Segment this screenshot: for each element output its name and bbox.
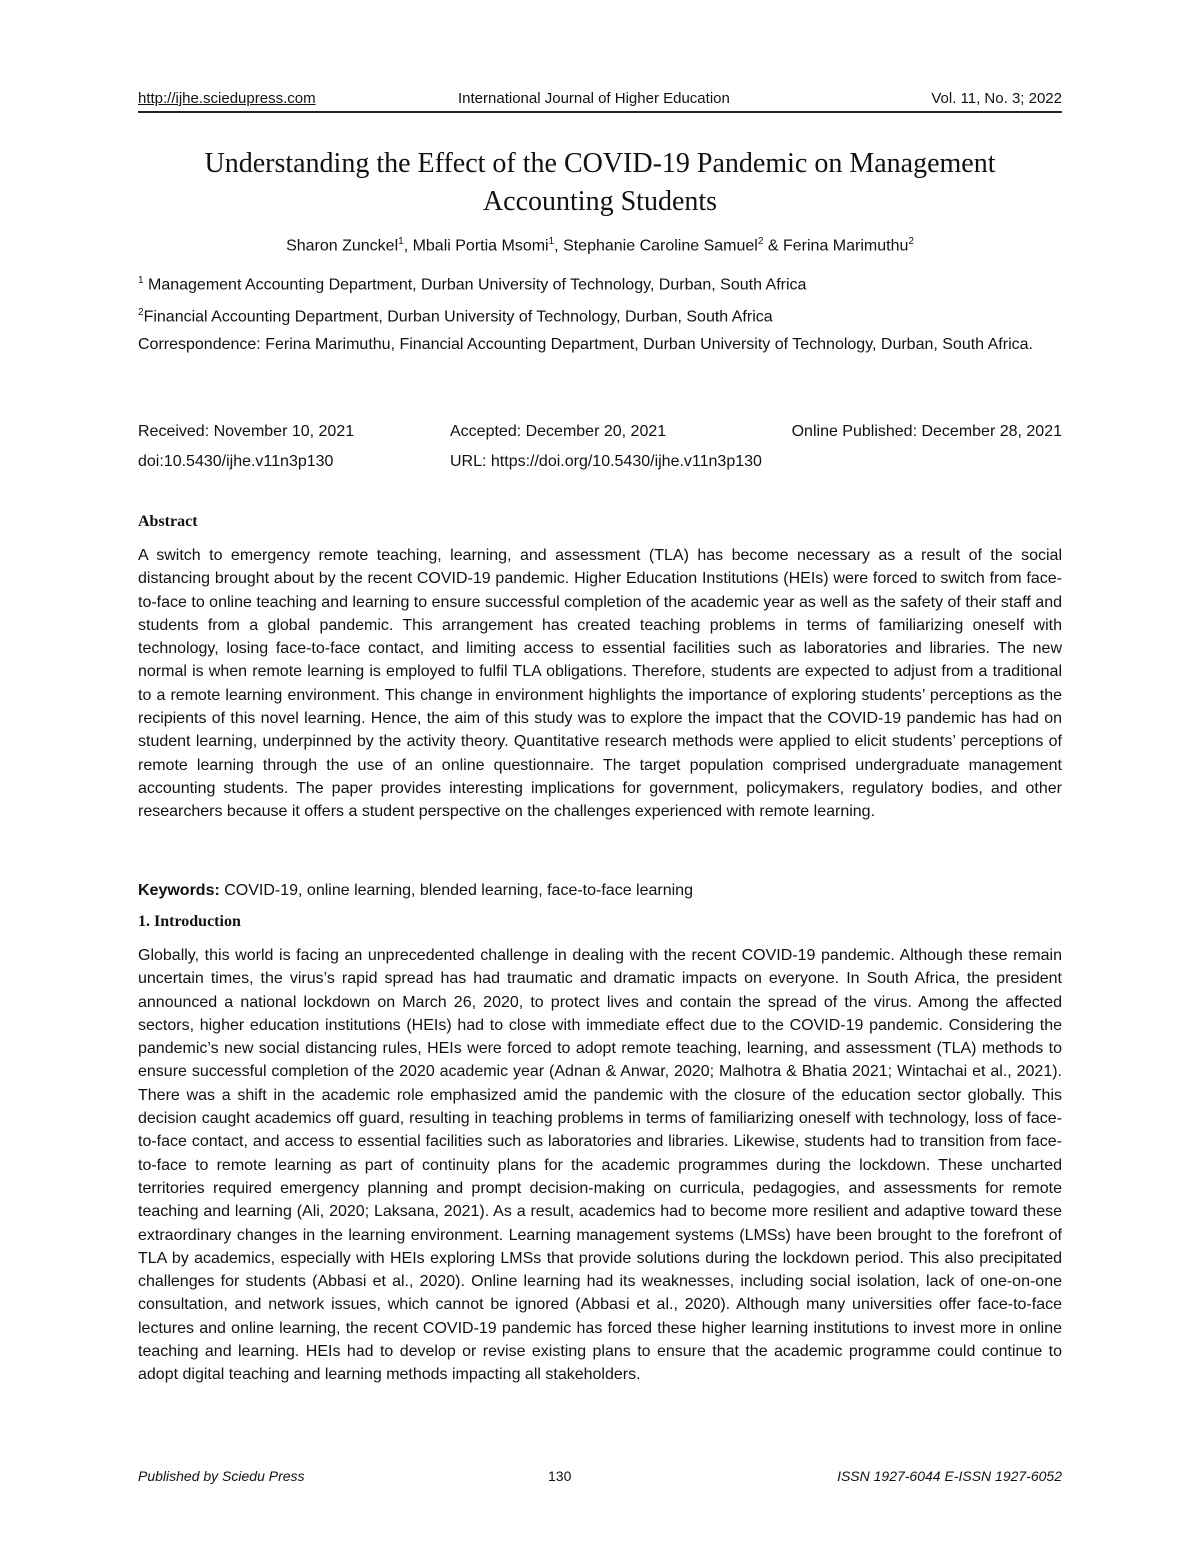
doi-url-link[interactable]: URL: https://doi.org/10.5430/ijhe.v11n3p130 bbox=[450, 453, 762, 470]
affiliation-text: Management Accounting Department, Durban University of Technology, Durban, South Africa bbox=[143, 276, 807, 294]
author-name: & Ferina Marimuthu bbox=[763, 237, 909, 255]
published-date: Online Published: December 28, 2021 bbox=[791, 423, 1062, 440]
journal-name: International Journal of Higher Education bbox=[458, 90, 730, 107]
doi-text: doi:10.5430/ijhe.v11n3p130 bbox=[138, 453, 334, 470]
issn-info: ISSN 1927-6044 E-ISSN 1927-6052 bbox=[837, 1468, 1062, 1484]
header-divider bbox=[138, 111, 1062, 113]
correspondence: Correspondence: Ferina Marimuthu, Financial Accounting Department, Durban University of Technology, Durban, South Africa. bbox=[138, 336, 1033, 353]
section-heading-introduction: 1. Introduction bbox=[138, 913, 241, 930]
abstract-heading: Abstract bbox=[138, 513, 198, 530]
publication-dates bbox=[138, 421, 1062, 443]
abstract-text: A switch to emergency remote teaching, learning, and assessment (TLA) has become necessary as a result of the social distancing brought about by the recent COVID-19 pandemic. Higher Education Institutions (HEIs) were forced to switch from face-to-face to online teaching and learning to ensure successful completion of the academic year as well as the safety of their staff and students from a global pandemic. This arrangement has created teaching problems in terms of familiarizing oneself with technology, losing face-to-face contact, and limiting access to essential facilities such as laboratories and libraries. The new normal is when remote learning is employed to fulfil TLA obligations. Therefore, students are expected to adjust from a traditional to a remote learning environment. This change in environment highlights the importance of exploring students’ perceptions as the recipients of this novel learning. Hence, the aim of this study was to explore the impact that the COVID-19 pandemic has had on student learning, underpinned by the activity theory. Quantitative research methods were applied to elicit students’ perceptions of remote learning through the use of an online questionnaire. The target population comprised undergraduate management accounting students. The paper provides interesting implications for government, policymakers, regulatory bodies, and other researchers because it offers a student perspective on the challenges experienced with remote learning. bbox=[138, 547, 1062, 821]
affiliation-mark: 2 bbox=[908, 236, 914, 247]
introduction-text: Globally, this world is facing an unprecedented challenge in dealing with the recent COVID-19 pandemic. Although these remain uncertain times, the virus’s rapid spread has had traumatic and dramatic impacts on everyone. In South Africa, the president announced a national lockdown on March 26, 2020, to protect lives and contain the spread of the virus. Among the affected sectors, higher education institutions (HEIs) had to close with immediate effect due to the COVID-19 pandemic. Considering the pandemic’s new social distancing rules, HEIs were forced to adopt remote teaching, learning, and assessment (TLA) methods to ensure successful completion of the 2020 academic year (Adnan & Anwar, 2020; Malhotra & Bhatia 2021; Wintachai et al., 2021). There was a shift in the academic role emphasized amid the pandemic with the closure of the education sector globally. This decision caught academics off guard, resulting in teaching problems in terms of familiarizing oneself with technology, loss of face-to-face contact, and access to essential facilities such as laboratories and libraries. Likewise, students had to transition from face-to-face to remote learning as part of continuity plans for the academic programmes during the lockdown. These uncharted territories required emergency planning and prompt decision-making on curricula, pedagogies, and assessments for remote teaching and learning (Ali, 2020; Laksana, 2021). As a result, academics had to become more resilient and adaptive toward these extraordinary changes in the learning environment. Learning management systems (LMSs) have been brought to the forefront of TLA by academics, especially with HEIs exploring LMSs that provide solutions during the lockdown period. This also precipitated challenges for students (Abbasi et al., 2020). Online learning had its weaknesses, including social isolation, lack of one-on-one consultation, and network issues, which cannot be ignored (Abbasi et al., 2020). Although many universities offer face-to-face lectures and online learning, the recent COVID-19 pandemic has forced these higher learning institutions to invest more in online teaching and learning. HEIs had to develop or revise existing plans to ensure that the academic programme could continue to adopt digital teaching and learning methods impacting all stakeholders. bbox=[138, 947, 1062, 1384]
affiliation-text: Financial Accounting Department, Durban University of Technology, Durban, South Africa bbox=[143, 308, 773, 326]
received-date: Received: November 10, 2021 bbox=[138, 423, 355, 440]
paper-title: Understanding the Effect of the COVID-19 Pandemic on Management Accounting Students bbox=[204, 148, 996, 217]
volume-info: Vol. 11, No. 3; 2022 bbox=[931, 90, 1062, 107]
accepted-date: Accepted: December 20, 2021 bbox=[450, 423, 667, 440]
page-number: 130 bbox=[548, 1468, 572, 1484]
author-name: , Mbali Portia Msomi bbox=[403, 237, 549, 255]
author-name: , Stephanie Caroline Samuel bbox=[554, 237, 758, 255]
affiliation-1 bbox=[138, 270, 1062, 296]
affiliation-2 bbox=[138, 302, 1062, 328]
affiliation-mark: 1 bbox=[548, 236, 555, 247]
affiliation-mark: 2 bbox=[138, 307, 144, 318]
keywords-text: COVID-19, online learning, blended learning, face-to-face learning bbox=[219, 882, 693, 899]
keywords-label: Keywords: bbox=[138, 882, 220, 899]
doi-row bbox=[138, 451, 1062, 473]
journal-url-link[interactable]: http://ijhe.sciedupress.com bbox=[138, 90, 316, 107]
affiliation-mark: 1 bbox=[138, 275, 144, 286]
affiliation-mark: 2 bbox=[757, 236, 764, 247]
publisher-name: Published by Sciedu Press bbox=[138, 1468, 305, 1484]
author-list bbox=[138, 236, 1062, 255]
keywords bbox=[138, 882, 1062, 900]
author-name: Sharon Zunckel bbox=[286, 237, 399, 255]
affiliation-mark: 1 bbox=[398, 236, 404, 247]
